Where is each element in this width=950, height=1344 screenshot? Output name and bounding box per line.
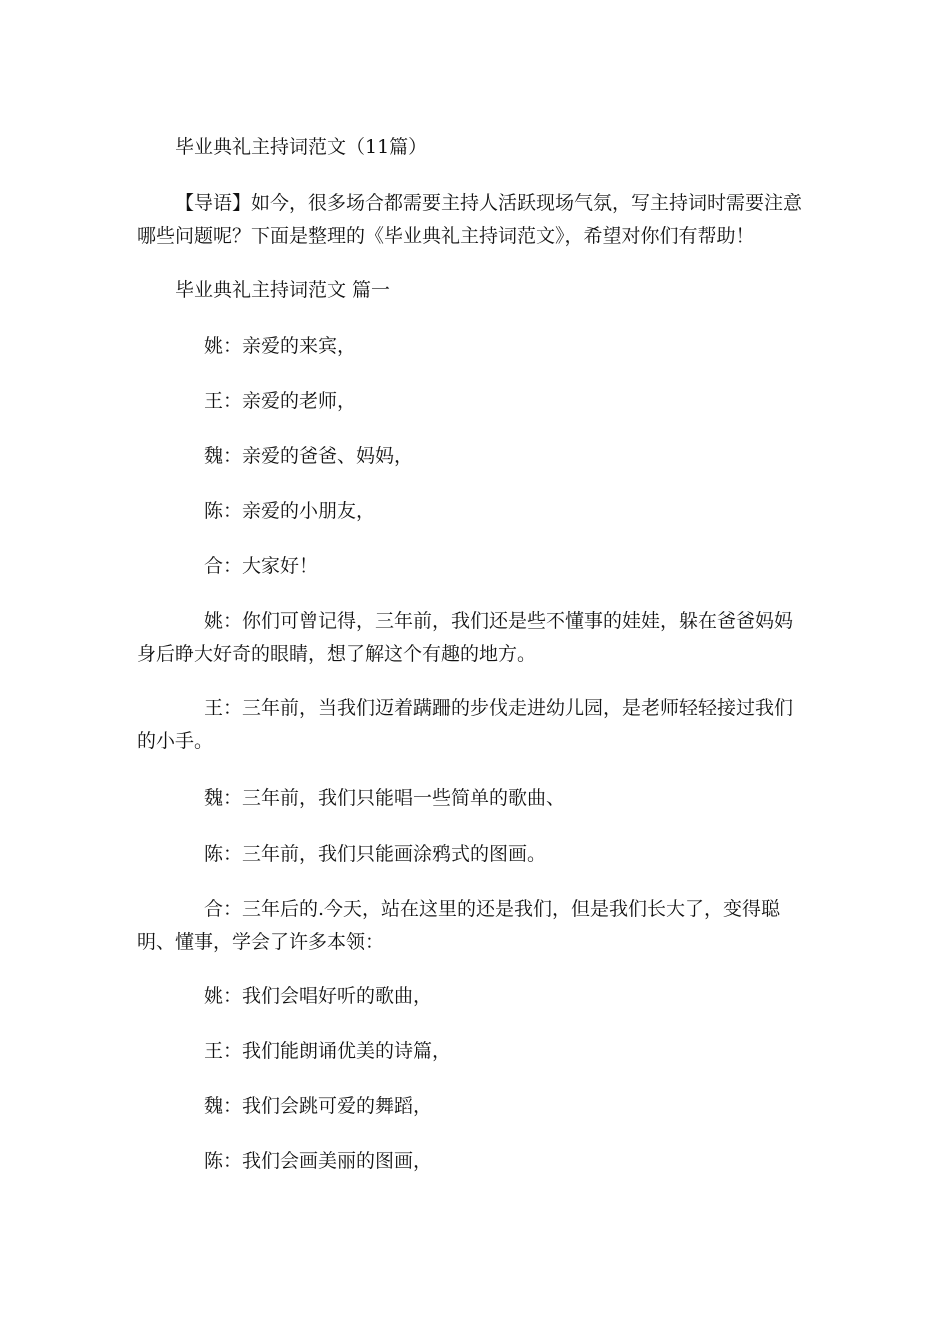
dialogue-line: 姚：亲爱的来宾， — [204, 335, 357, 357]
dialogue-line: 陈：三年前，我们只能画涂鸦式的图画。 — [204, 843, 547, 865]
dialogue-line: 王：亲爱的老师， — [204, 390, 357, 412]
dialogue-line: 陈：我们会画美丽的图画， — [204, 1150, 433, 1172]
dialogue-line: 姚：你们可曾记得，三年前，我们还是些不懂事的娃娃，躲在爸爸妈妈身后睁大好奇的眼睛，想了解这个有趣的地方。 — [137, 610, 794, 665]
dialogue-line: 魏：我们会跳可爱的舞蹈， — [204, 1095, 433, 1117]
dialogue-line: 姚：我们会唱好听的歌曲， — [204, 985, 433, 1007]
dialogue-line: 魏：亲爱的爸爸、妈妈， — [204, 445, 414, 467]
dialogue-line: 王：我们能朗诵优美的诗篇， — [204, 1040, 452, 1062]
dialogue-line: 魏：三年前，我们只能唱一些简单的歌曲、 — [204, 787, 566, 809]
intro-paragraph: 【导语】如今，很多场合都需要主持人活跃现场气氛，写主持词时需要注意哪些问题呢？下面是整理的《毕业典礼主持词范文》，希望对你们有帮助！ — [137, 192, 803, 247]
dialogue-line: 王：三年前，当我们迈着蹒跚的步伐走进幼儿园，是老师轻轻接过我们的小手。 — [137, 697, 794, 752]
document-title: 毕业典礼主持词范文（11篇） — [175, 136, 428, 158]
dialogue-line: 合：三年后的.今天，站在这里的还是我们，但是我们长大了，变得聪明、懂事，学会了许多本领： — [137, 898, 781, 953]
section-heading: 毕业典礼主持词范文 篇一 — [175, 279, 391, 301]
dialogue-line: 合：大家好！ — [204, 555, 319, 577]
dialogue-line: 陈：亲爱的小朋友， — [204, 500, 376, 522]
